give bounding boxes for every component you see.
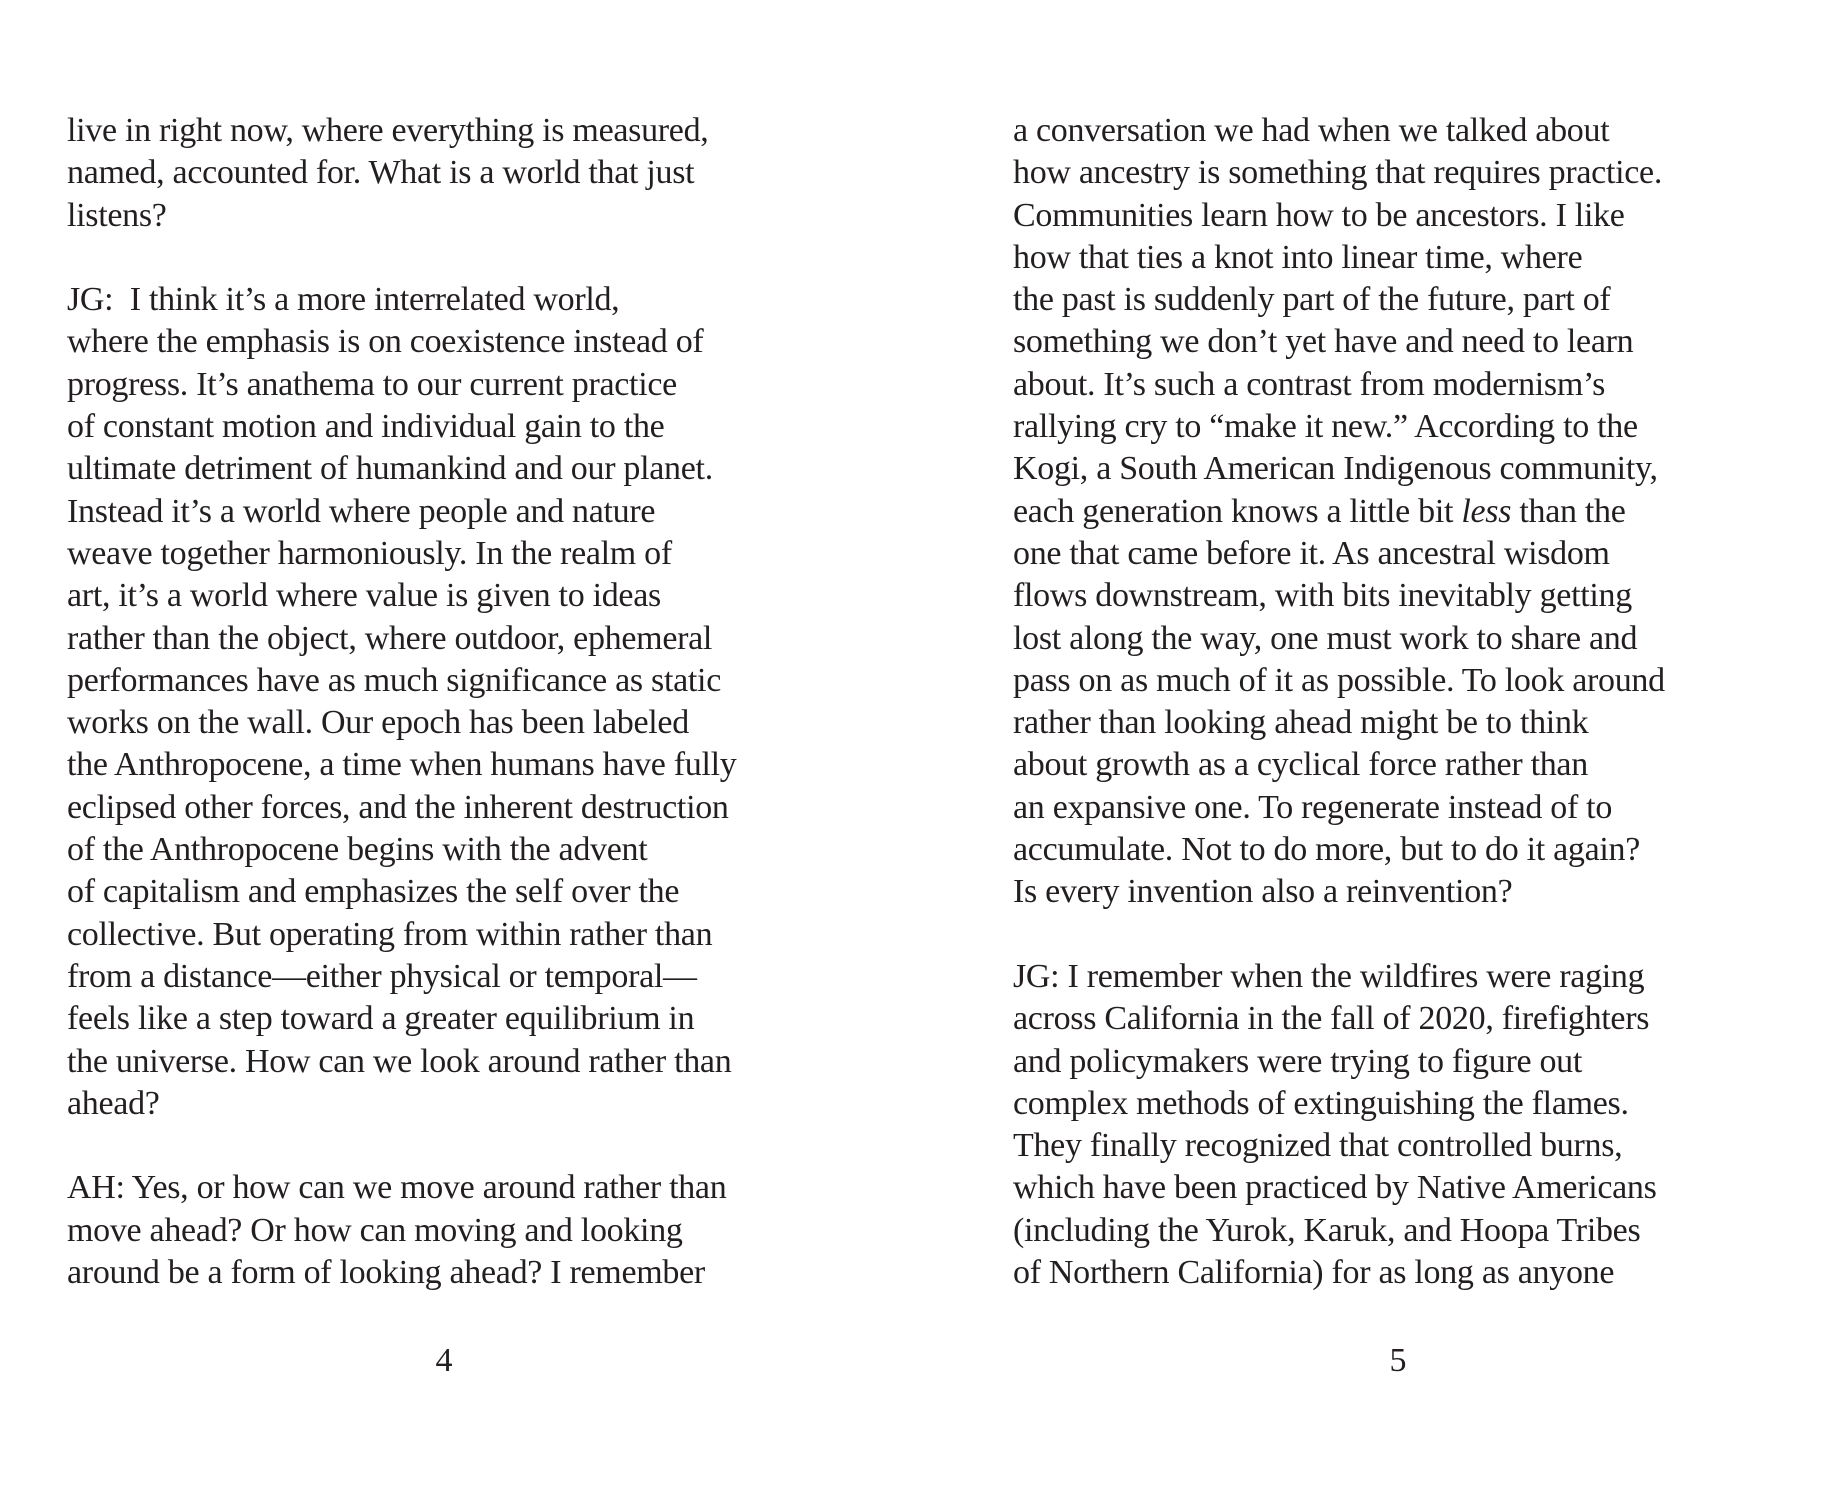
text-line: of constant motion and individual gain to the <box>67 408 665 446</box>
text-line: about. It’s such a contrast from modernism’s <box>1013 365 1606 403</box>
paragraph-break <box>67 237 737 279</box>
text-line: live in right now, where everything is measured, <box>67 112 709 149</box>
text-line: around be a form of looking ahead? I remember <box>67 1254 705 1292</box>
paragraph-break <box>67 1125 737 1167</box>
text-line: flows downstream, with bits inevitably getting <box>1013 577 1632 615</box>
text-line: where the emphasis is on coexistence instead of <box>67 323 704 361</box>
text-line: Instead it’s a world where people and nature <box>67 492 656 530</box>
text-segment: each generation knows a little bit <box>1013 492 1462 530</box>
text-line: ahead? <box>67 1084 160 1122</box>
text-line: the universe. How can we look around rather than <box>67 1042 732 1080</box>
text-line: weave together harmoniously. In the realm of <box>67 534 672 572</box>
text-line: from a distance—either physical or temporal— <box>67 957 697 995</box>
text-line-with-italic <box>1013 491 1665 533</box>
text-line: collective. But operating from within rather than <box>67 915 713 953</box>
text-line: ultimate detriment of humankind and our planet. <box>67 450 713 488</box>
text-line: rather than the object, where outdoor, ephemeral <box>67 619 713 657</box>
text-line: feels like a step toward a greater equilibrium in <box>67 1000 695 1038</box>
text-line: performances have as much significance as static <box>67 661 721 699</box>
text-line: move ahead? Or how can moving and looking <box>67 1211 683 1249</box>
text-line: the past is suddenly part of the future, part of <box>1013 281 1611 319</box>
text-line: progress. It’s anathema to our current practice <box>67 365 677 403</box>
italic-emphasis: less <box>1461 492 1512 530</box>
text-line: named, accounted for. What is a world that just <box>67 154 695 192</box>
text-line: a conversation we had when we talked about <box>1013 112 1610 149</box>
text-line: how ancestry is something that requires practice. <box>1013 154 1663 192</box>
text-line: works on the wall. Our epoch has been labeled <box>67 704 689 742</box>
text-line: Kogi, a South American Indigenous community, <box>1013 450 1658 488</box>
text-line: complex methods of extinguishing the flames. <box>1013 1084 1629 1122</box>
text-line: They finally recognized that controlled burns, <box>1013 1127 1623 1165</box>
text-line: the Anthropocene, a time when humans have fully <box>67 746 737 784</box>
text-line: and policymakers were trying to figure out <box>1013 1042 1583 1080</box>
text-line: art, it’s a world where value is given to ideas <box>67 577 661 615</box>
text-line: Is every invention also a reinvention? <box>1013 873 1513 911</box>
text-line: of Northern California) for as long as anyone <box>1013 1254 1615 1292</box>
text-line: of capitalism and emphasizes the self over the <box>67 873 680 911</box>
text-line: an expansive one. To regenerate instead of to <box>1013 788 1613 826</box>
text-line: rallying cry to “make it new.” According to the <box>1013 408 1638 446</box>
text-segment: than the <box>1511 492 1626 530</box>
text-line: accumulate. Not to do more, but to do it again? <box>1013 831 1641 869</box>
text-line: pass on as much of it as possible. To look around <box>1013 661 1665 699</box>
page-number: 4 <box>435 1342 453 1379</box>
text-line: (including the Yurok, Karuk, and Hoopa Tribes <box>1013 1211 1641 1249</box>
text-line: JG: I remember when the wildfires were raging <box>1013 957 1645 995</box>
text-line: about growth as a cyclical force rather than <box>1013 746 1588 784</box>
right-page-text-column <box>1013 110 1665 1294</box>
text-line: one that came before it. As ancestral wisdom <box>1013 534 1610 572</box>
text-line: lost along the way, one must work to share and <box>1013 619 1638 657</box>
text-line: which have been practiced by Native Americans <box>1013 1169 1657 1207</box>
text-line: how that ties a knot into linear time, where <box>1013 238 1583 276</box>
right-page <box>921 0 1842 1500</box>
paragraph-break <box>1013 914 1665 956</box>
text-line: rather than looking ahead might be to think <box>1013 704 1589 742</box>
left-page-text-column <box>67 110 737 1294</box>
text-line: AH: Yes, or how can we move around rather than <box>67 1169 727 1207</box>
text-line: Communities learn how to be ancestors. I like <box>1013 196 1625 234</box>
text-line: listens? <box>67 196 167 234</box>
text-line: something we don’t yet have and need to learn <box>1013 323 1634 361</box>
text-line: JG: I think it’s a more interrelated world, <box>67 281 620 319</box>
text-line: across California in the fall of 2020, firefighters <box>1013 1000 1650 1038</box>
page-number: 5 <box>1389 1342 1407 1379</box>
text-line: eclipsed other forces, and the inherent destruction <box>67 788 729 826</box>
text-line: of the Anthropocene begins with the advent <box>67 831 648 869</box>
